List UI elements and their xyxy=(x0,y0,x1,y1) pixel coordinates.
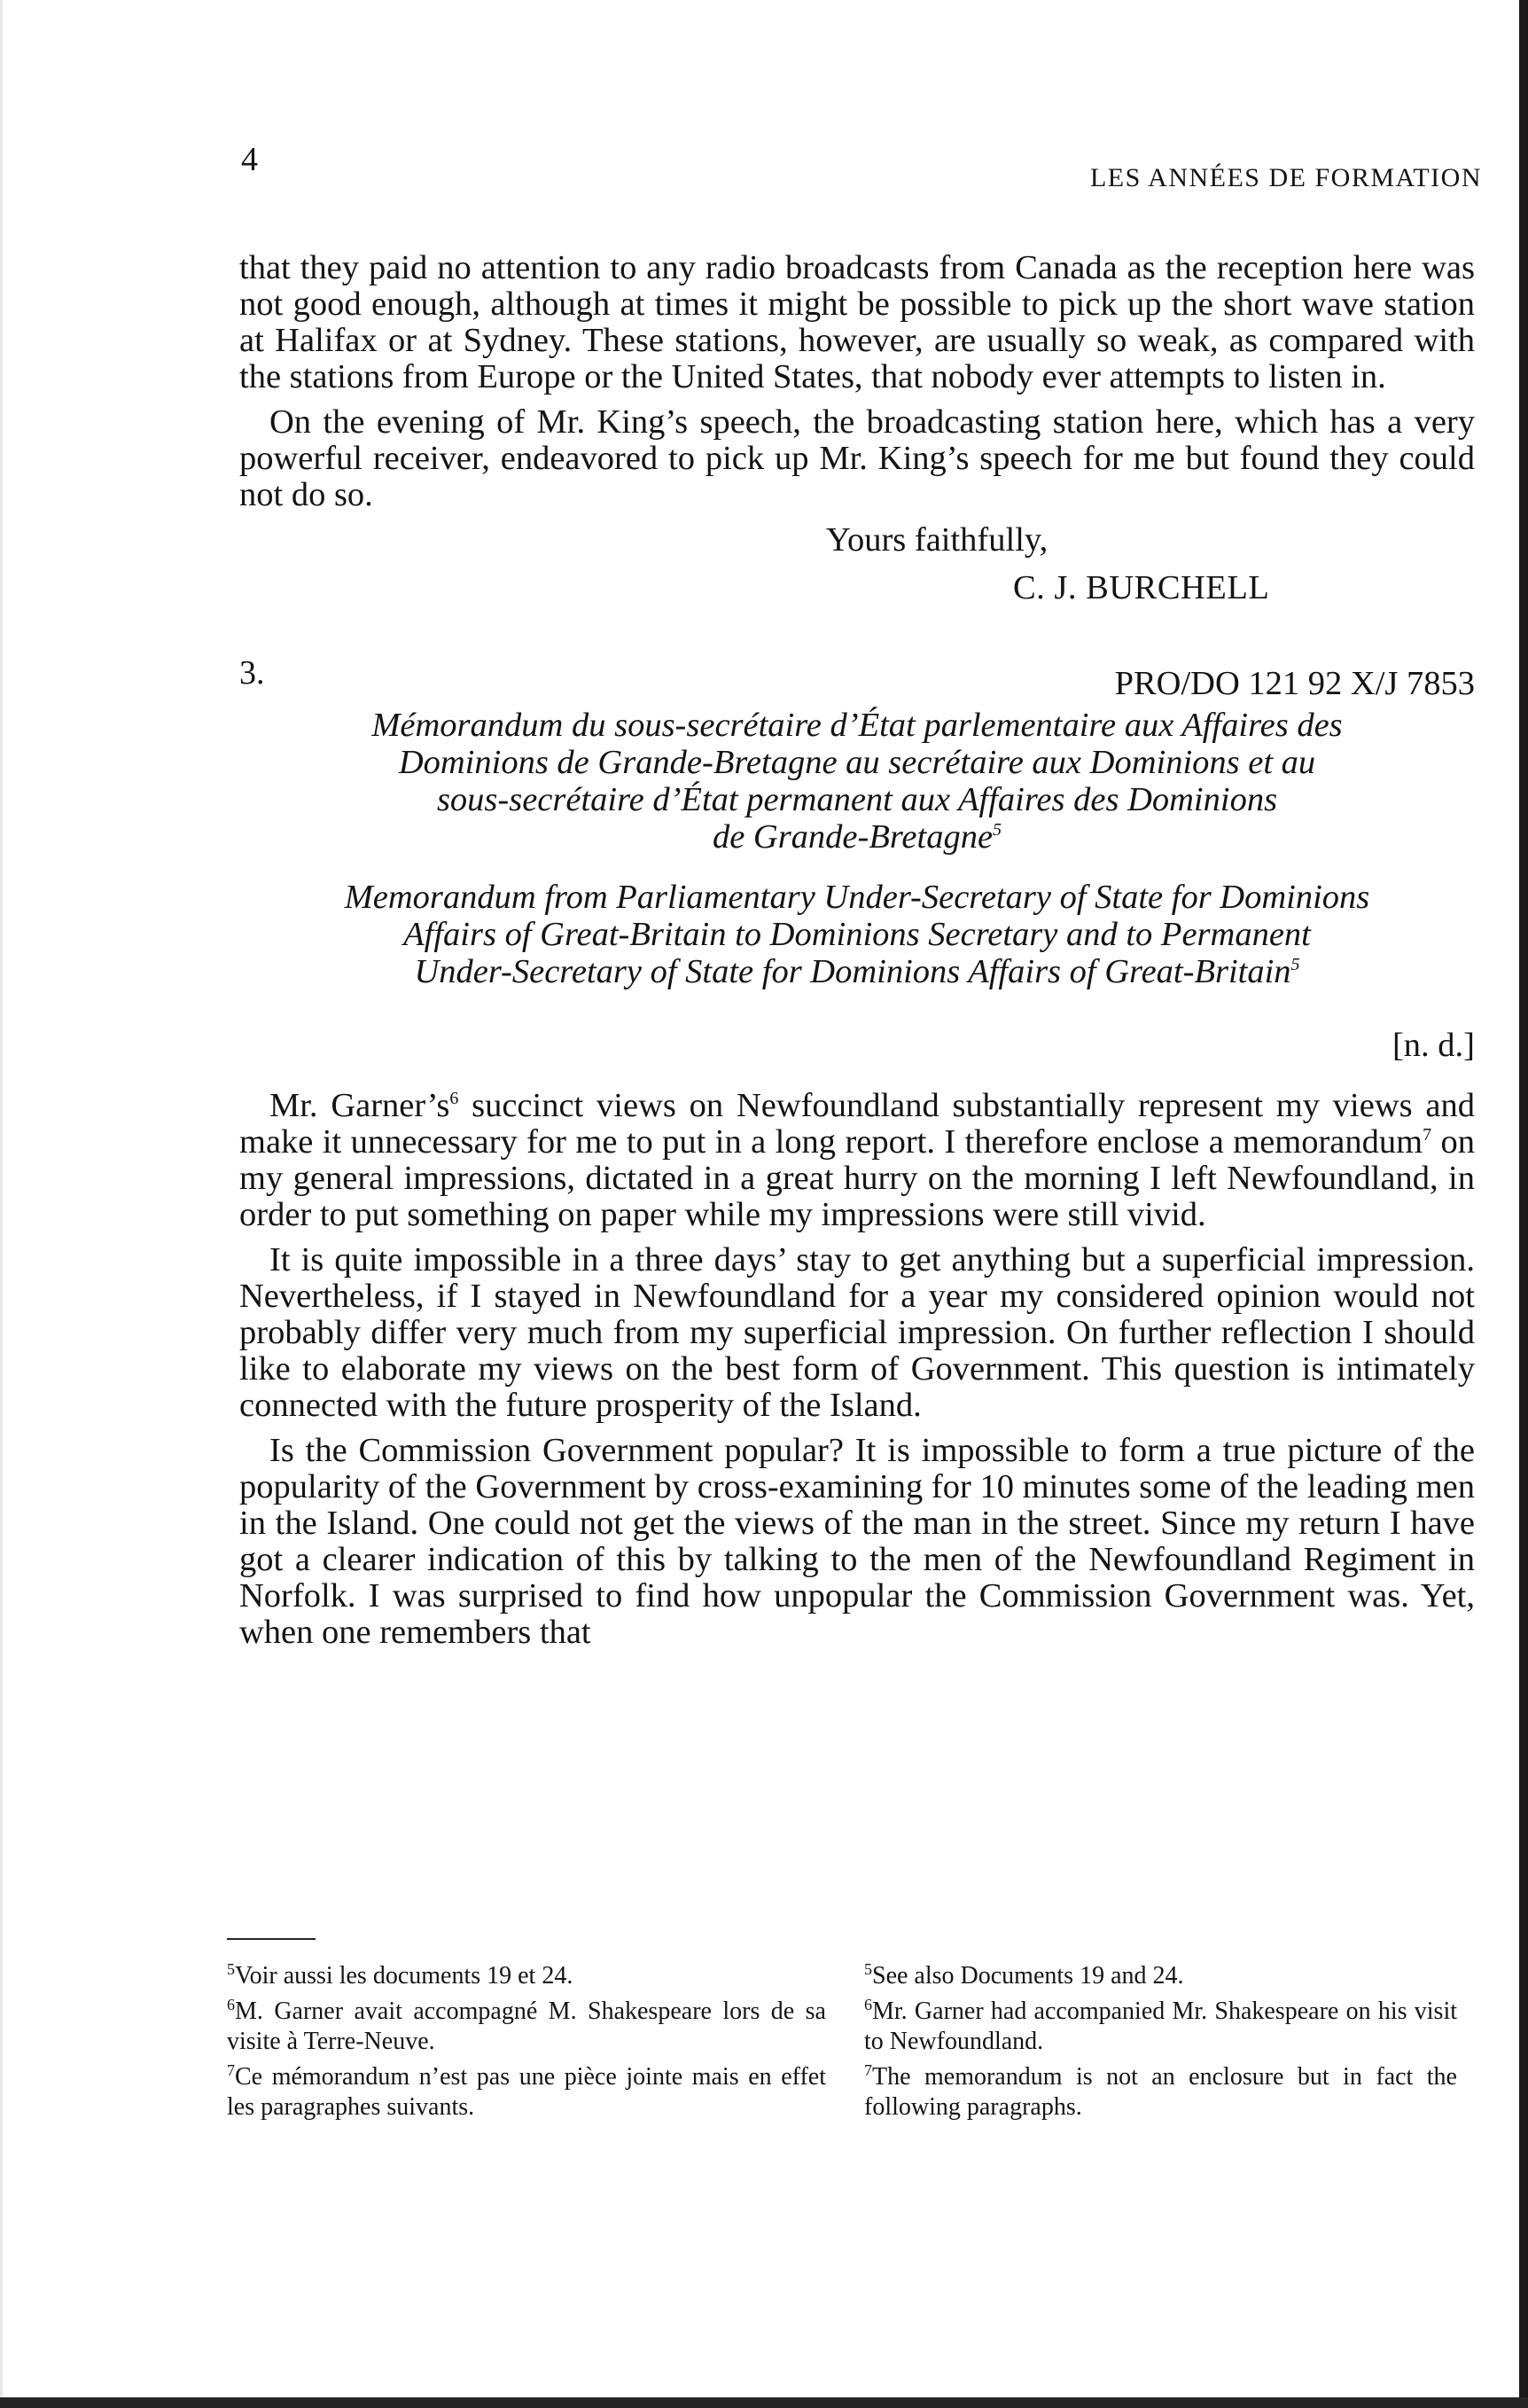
footnote-text: M. Garner avait accompagné M. Shakespeare lors de sa visite à Terre-Neuve. xyxy=(227,1998,826,2055)
title-french xyxy=(239,707,1475,856)
footnote-text: Voir aussi les documents 19 et 24. xyxy=(235,1962,573,1990)
footnote-text: Ce mémorandum n’est pas une pièce jointe mais en effet les paragraphes suivants. xyxy=(227,2063,826,2121)
footnote-item xyxy=(864,1961,1457,1991)
body-text: Mr. Garner’s xyxy=(269,1087,450,1124)
letter-paragraph-1: that they paid no attention to any radio broadcasts from Canada as the reception here was not good enough, although at times it might be possible to pick up the short wave station at Halifax or at Sydney. These stations, however, are usually so weak, as compared with the stations from Europe or the United States, that nobody ever attempts to listen in. xyxy=(239,249,1475,395)
footnotes-french xyxy=(227,1961,826,2128)
title-en-line-text: Under-Secretary of State for Dominions Affairs of Great-Britain xyxy=(414,953,1291,990)
footnote-text: Mr. Garner had accompanied Mr. Shakespeare on his visit to Newfoundland. xyxy=(864,1998,1457,2055)
footnote-mark: 5 xyxy=(227,1960,235,1978)
title-fr-line: sous-secrétaire d’État permanent aux Affaires des Dominions xyxy=(436,781,1278,818)
footnotes-english xyxy=(864,1961,1457,2128)
letter-paragraph-2: On the evening of Mr. King’s speech, the broadcasting station here, which has a very powerful receiver, endeavored to pick up Mr. King’s speech for me but found they could not do so. xyxy=(239,403,1475,513)
running-head: LES ANNÉES DE FORMATION xyxy=(1089,163,1482,192)
title-fr-line xyxy=(239,818,1475,856)
footnote-item xyxy=(864,2062,1457,2123)
title-fr-line: Dominions de Grande-Bretagne au secrétaire aux Dominions et au xyxy=(398,744,1316,781)
footnote-mark: 7 xyxy=(864,2061,872,2079)
title-fr-line: Mémorandum du sous-secrétaire d’État parlementaire aux Affaires des xyxy=(371,707,1343,744)
document-number: 3. xyxy=(239,654,265,692)
document-date: [n. d.] xyxy=(1392,1027,1475,1064)
footnote-text: The memorandum is not an enclosure but in fact the following paragraphs. xyxy=(864,2063,1457,2121)
footnote-item xyxy=(227,2062,826,2123)
body-paragraph-1 xyxy=(239,1088,1475,1233)
signature: C. J. BURCHELL xyxy=(1013,569,1270,606)
page-content xyxy=(239,250,1475,1651)
footnote-mark: 6 xyxy=(227,1996,235,2013)
body-text: on my general impressions, dictated in a great hurry on the morning I left Newfoundland, in order to put something on paper while my impressions were still vivid. xyxy=(239,1123,1476,1233)
document-heading xyxy=(239,653,1475,705)
body-paragraph-2: It is quite impossible in a three days’ stay to get anything but a superficial impression. Nevertheless, if I stayed in Newfoundland for a year my considered opinion would not probably differ very much from my superficial impression. On further reflection I should like to elaborate my views on the best form of Government. This question is intimately connected with the future prosperity of the Island. xyxy=(239,1241,1475,1424)
footnote-item xyxy=(227,1997,826,2057)
footnote-ref: 6 xyxy=(449,1089,459,1108)
body-text: succinct views on Newfoundland substantially represent my views and make it unnecessary for me to put in a long report. I therefore enclose a memorandum xyxy=(239,1087,1475,1161)
footnote-mark: 5 xyxy=(864,1960,872,1978)
page-number: 4 xyxy=(241,141,258,178)
scan-edge-right xyxy=(1519,0,1528,2408)
body-paragraph-3: Is the Commission Government popular? It is impossible to form a true picture of the popularity of the Government by cross-examining for 10 minutes some of the leading men in the Island. One could not get the views of the man in the street. Since my return I have got a clearer indication of this by talking to the men of the Newfoundland Regiment in Norfolk. I was surprised to find how unpopular the Commission Government was. Yet, when one remembers that xyxy=(239,1432,1475,1651)
footnote-text: See also Documents 19 and 24. xyxy=(872,1962,1184,1990)
footnote-rule xyxy=(227,1938,316,1940)
scan-edge-bottom xyxy=(0,2397,1528,2408)
footnote-ref: 7 xyxy=(1423,1125,1432,1145)
footnote-mark: 6 xyxy=(864,1996,872,2013)
title-en-line: Memorandum from Parliamentary Under-Secretary of State for Dominions xyxy=(344,879,1370,916)
footnote-mark: 7 xyxy=(227,2061,235,2079)
salutation: Yours faithfully, xyxy=(826,521,1049,559)
document-reference: PRO/DO 121 92 X/J 7853 xyxy=(1114,665,1475,702)
footnote-item xyxy=(227,1961,826,1991)
title-en-line: Affairs of Great-Britain to Dominions Secretary and to Permanent xyxy=(403,916,1311,953)
scan-edge-left xyxy=(0,0,3,2408)
footnote-item xyxy=(864,1997,1457,2057)
footnote-ref: 5 xyxy=(993,820,1002,840)
footnote-ref: 5 xyxy=(1290,955,1300,974)
title-english xyxy=(239,879,1475,990)
title-en-line xyxy=(239,953,1475,990)
letter-closing xyxy=(239,520,1475,636)
title-fr-line-text: de Grande-Bretagne xyxy=(712,818,994,856)
